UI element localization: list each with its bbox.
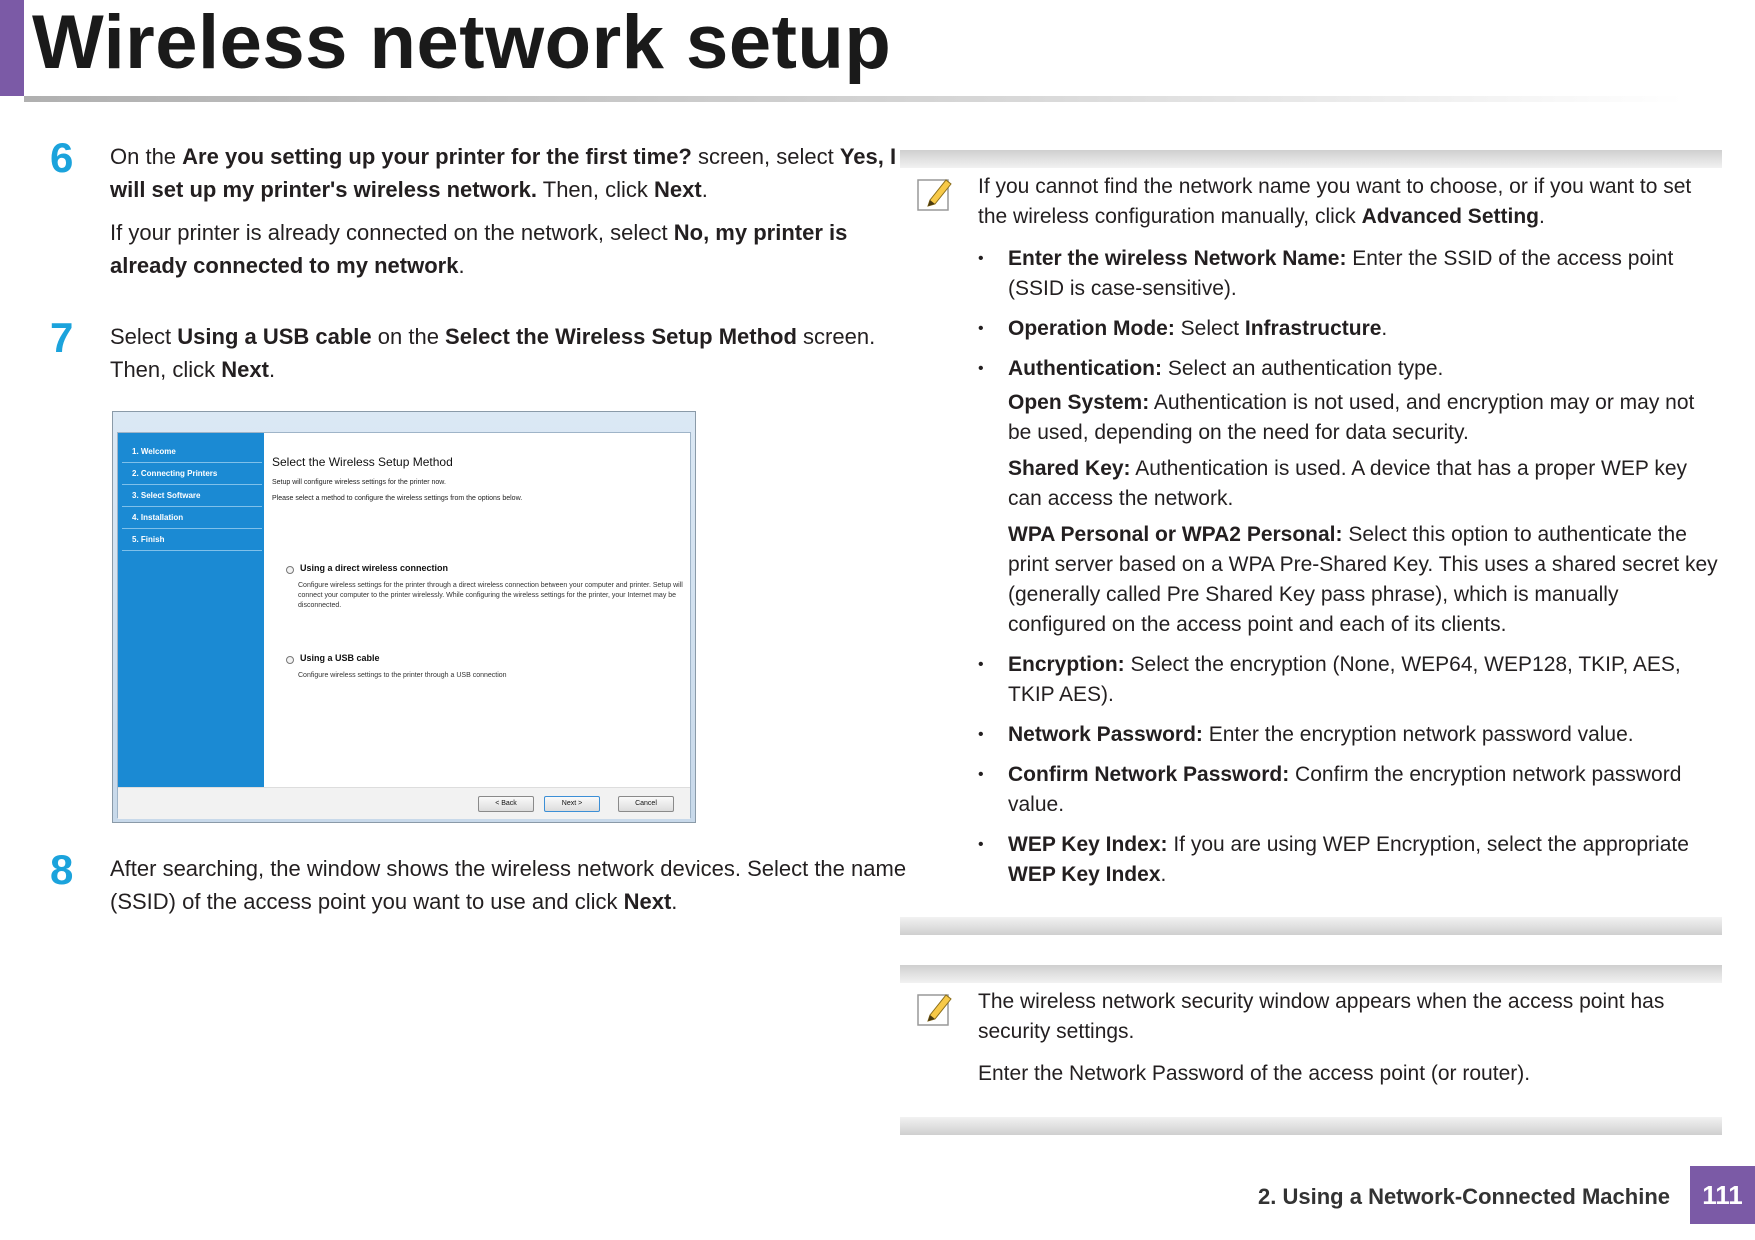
item-label: Operation Mode: [1008,317,1175,340]
auth-type [1008,454,1718,514]
bold-text: Next [221,357,269,382]
list-item: • Network Password: Enter the encryption network password value. [978,723,1634,746]
item-label: Authentication: [1008,357,1162,380]
item-label: Shared Key: [1008,457,1131,480]
settings-list [978,244,1718,890]
setup-footer [118,787,690,819]
text: screen, select [691,144,840,169]
text: . [671,889,678,914]
bold-text: No, my printer is already connected to my network [110,220,848,278]
text: on the [371,324,446,349]
text: . [1160,863,1167,886]
item-text: Authentication is used. A device that has a proper WEP key can access the network. [1008,457,1687,510]
radio-direct-wireless [286,566,294,574]
list-item: • Operation Mode: Select Infrastructure. [978,317,1388,340]
option-direct-wireless-desc: Configure wireless settings for the printer through a direct wireless connection between your computer and printer. Setup will connect your computer to the printer wirelessly. While configuring the wireless settings for the printer, your Internet may be disconnected. [298,582,683,609]
bold-text: Using a USB cable [177,324,372,349]
sidebar-item-installation: 4. Installation [122,507,262,529]
note-text [978,987,1718,1101]
sidebar-item-finish: 5. Finish [122,529,262,551]
step-body [110,320,910,396]
note-security-window [900,965,1722,1135]
title-accent-bar [0,0,24,96]
item-text: If you are using WEP Encryption, select the appropriate [1167,833,1689,856]
item-text: Select this option to authenticate the print server based on a WPA Pre-Shared Key. This uses a shared secret key (generally called Pre Shared Key pass phrase), which is manually configured on the access point and each of its clients. [1008,523,1718,636]
page-title: Wireless network setup [32,0,892,85]
note-top-bar [900,150,1722,168]
item-label: WPA Personal or WPA2 Personal: [1008,523,1343,546]
text: Then, click [537,177,655,202]
step-number: 7 [50,314,74,361]
pencil-note-icon [916,174,956,212]
next-button: Next > [544,796,600,812]
auth-types [1008,388,1718,640]
title-divider [24,96,1684,102]
item-label: Encryption: [1008,653,1125,676]
text: screen. Then, click [110,324,876,382]
step-body [110,852,910,928]
bold-text: Advanced Setting [1361,205,1539,228]
text: After searching, the window shows the wireless network devices. Select the name (SSID) of the access point you want to use and click [110,856,907,914]
radio-usb-cable [286,656,294,664]
step-number: 8 [50,846,74,893]
bold-text: Next [623,889,672,914]
text: On the [110,144,183,169]
setup-line: Please select a method to configure the wireless settings from the options below. [272,495,523,502]
item-label: Open System: [1008,391,1150,414]
pencil-note-icon [916,989,956,1027]
item-text: Enter the encryption network password value. [1202,723,1634,746]
note-bottom-bar [900,1117,1722,1135]
item-label: WEP Key Index: [1008,833,1168,856]
item-label: Network Password: [1008,723,1203,746]
note-bottom-bar [900,917,1722,935]
item-text: Select an authentication type. [1161,357,1444,380]
note-intro [978,172,1718,232]
note-text [978,172,1718,900]
back-button: < Back [478,796,534,812]
item-text: Authentication is not used, and encryption may or may not be used, depending on the need for data security. [1008,391,1695,444]
bold-text: Select the Wireless Setup Method [445,324,797,349]
item-text: Enter the SSID of the access point (SSID is case-sensitive). [1008,247,1674,300]
step-paragraph [110,320,910,386]
option-usb-cable-label: Using a USB cable [300,653,380,663]
bold-text: Infrastructure [1244,317,1382,340]
step-body [110,140,910,292]
setup-sidebar [118,433,264,787]
text: . [268,357,276,382]
note-top-bar [900,965,1722,983]
text: If you cannot find the network name you want to choose, or if you want to set the wireless configuration manually, click [978,175,1692,228]
setup-window-screenshot [112,411,696,823]
step-paragraph [110,216,910,282]
bold-text: Are you setting up your printer for the first time? [182,144,692,169]
item-label: Enter the wireless Network Name: [1008,247,1347,270]
note-advanced-setting [900,150,1722,935]
step-paragraph [110,852,910,918]
setup-line: Setup will configure wireless settings for the printer now. [272,479,446,486]
step-number: 6 [50,134,74,181]
text: . [701,177,708,202]
auth-type [1008,520,1718,640]
sidebar-item-software: 3. Select Software [122,485,262,507]
text: . [458,253,465,278]
cancel-button: Cancel [618,796,674,812]
text: . [1381,317,1388,340]
setup-window-body [117,432,691,818]
list-item: • Authentication: Select an authentication type. Open System: Authentication is not used, and encryption may or may not be used, depending on the need for data security. Shared Key: Authentication is used. A device that has a proper WEP key can access the network. WPA Personal or WPA2 Personal: Select this option to authenticate the print server based on a WPA Pre-Shared Key. This uses a shared secret key (generally called Pre Shared Key pass phrase), which is manually configured on the access point and each of its clients. [978,354,1718,640]
chapter-footer: 2. Using a Network-Connected Machine [1258,1184,1670,1209]
list-item: • Enter the wireless Network Name: Enter the SSID of the access point (SSID is case-sensitive). [978,247,1674,300]
text: . [1538,205,1545,228]
setup-main [264,433,690,787]
sidebar-item-connecting: 2. Connecting Printers [122,463,262,485]
option-direct-wireless-label: Using a direct wireless connection [300,563,449,573]
step-paragraph [110,140,910,206]
option-usb-cable-desc: Configure wireless settings to the printer through a USB connection [298,672,507,679]
list-item: • Confirm Network Password: Confirm the encryption network password value. [978,763,1682,816]
list-item: • Encryption: Select the encryption (None, WEP64, WEP128, TKIP, AES, TKIP AES). [978,653,1681,706]
note-paragraph: Enter the Network Password of the access point (or router). [978,1062,1531,1085]
list-item: • WEP Key Index: If you are using WEP Encryption, select the appropriate WEP Key Index. [978,833,1689,886]
item-text: Select [1174,317,1245,340]
note-paragraph: The wireless network security window appears when the access point has security settings. [978,990,1665,1043]
auth-type [1008,388,1718,448]
page-number: 111 [1690,1166,1755,1224]
text: Select [110,324,178,349]
text: If your printer is already connected on the network, select [110,220,674,245]
item-label: Confirm Network Password: [1008,763,1290,786]
bold-text: Yes, I will set up my printer's wireless network. [110,144,897,202]
bold-text: WEP Key Index [1008,863,1161,886]
item-text: Select the encryption (None, WEP64, WEP128, TKIP, AES, TKIP AES). [1008,653,1681,706]
bold-text: Next [654,177,702,202]
sidebar-item-welcome: 1. Welcome [122,441,262,463]
item-text: Confirm the encryption network password value. [1008,763,1682,816]
setup-heading: Select the Wireless Setup Method [272,455,453,469]
